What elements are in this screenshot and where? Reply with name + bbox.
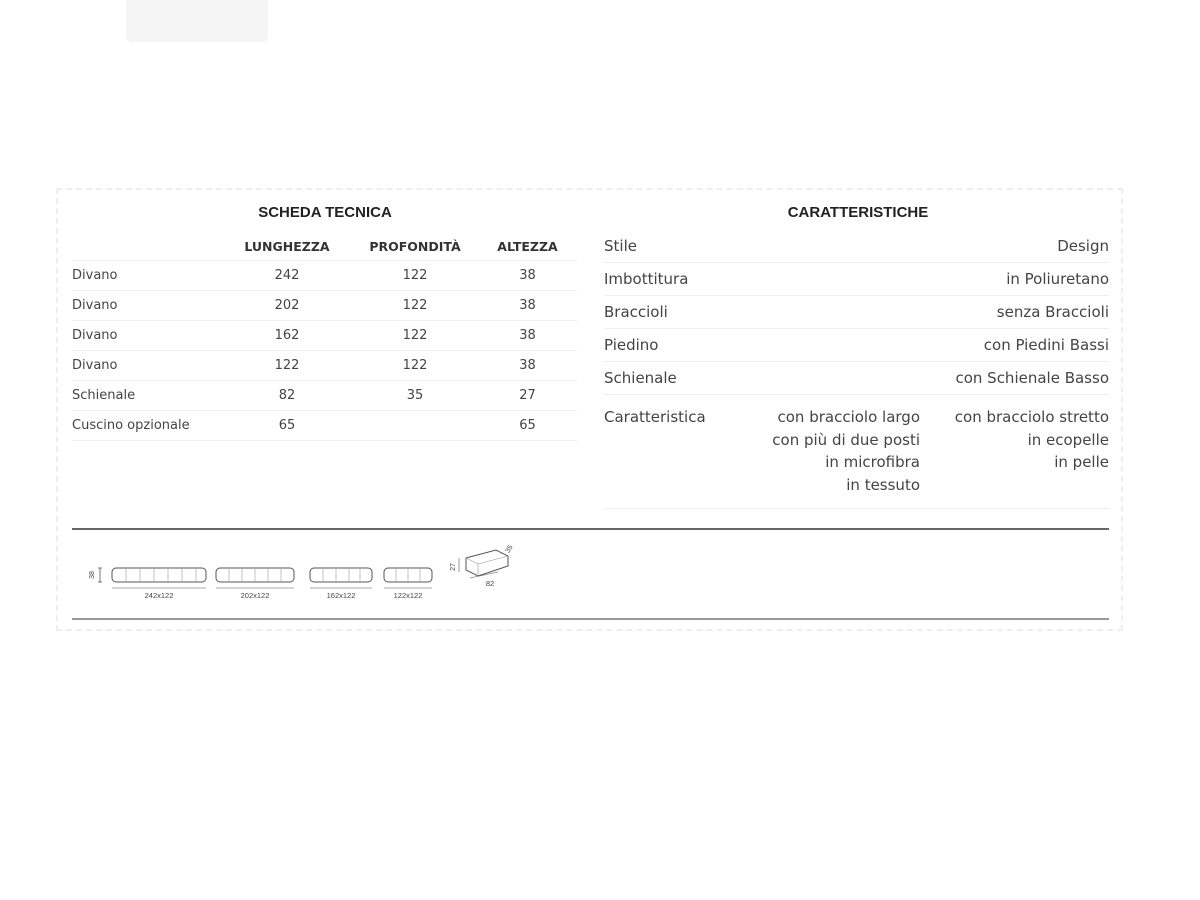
backrest-depth-label: 35 — [504, 544, 515, 555]
char-value: in Poliuretano — [1006, 270, 1109, 288]
header-altezza: ALTEZZA — [478, 232, 577, 261]
row-profondita: 122 — [352, 321, 478, 351]
header-lunghezza: LUNGHEZZA — [222, 232, 352, 261]
backrest-length-label: 82 — [485, 579, 495, 588]
row-lunghezza: 242 — [222, 261, 352, 291]
row-name: Divano — [72, 351, 222, 381]
top-image-fragment — [126, 0, 268, 42]
row-lunghezza: 82 — [222, 381, 352, 411]
row-name: Divano — [72, 291, 222, 321]
caratteristica-item: in microfibra — [825, 453, 920, 471]
row-profondita: 122 — [352, 351, 478, 381]
char-label: Caratteristica — [604, 408, 706, 426]
row-name: Divano — [72, 321, 222, 351]
row-altezza: 65 — [478, 411, 577, 441]
caratteristica-item: con bracciolo stretto — [954, 408, 1109, 426]
row-altezza: 38 — [478, 291, 577, 321]
char-row-stile — [604, 230, 1109, 263]
sofa-label: 202x122 — [240, 591, 270, 600]
dimension-diagram — [86, 542, 556, 612]
char-row-imbottitura — [604, 263, 1109, 296]
sofa-label: 122x122 — [393, 591, 423, 600]
caratteristica-col1 — [720, 406, 920, 508]
caratteristica-item: in pelle — [1054, 453, 1109, 471]
row-name: Cuscino opzionale — [72, 411, 222, 441]
caratteristica-col2 — [920, 406, 1109, 474]
table-header-row — [72, 232, 577, 261]
header-profondita: PROFONDITÀ — [352, 232, 478, 261]
spec-card — [56, 188, 1123, 631]
char-row-piedino — [604, 329, 1109, 362]
char-row-caratteristica — [604, 395, 1109, 509]
table-row — [72, 291, 577, 321]
row-name: Schienale — [72, 381, 222, 411]
char-label: Stile — [604, 237, 637, 255]
sofa-162-icon — [310, 568, 372, 600]
row-altezza: 38 — [478, 321, 577, 351]
caratteristica-item: con bracciolo largo — [777, 408, 920, 426]
backrest-height-label: 27 — [450, 563, 457, 571]
caratteristiche-title: CARATTERISTICHE — [787, 204, 929, 221]
char-label: Piedino — [604, 336, 659, 354]
char-label: Braccioli — [604, 303, 668, 321]
divider-top — [72, 528, 1109, 530]
row-altezza: 38 — [478, 261, 577, 291]
caratteristica-item: in tessuto — [846, 475, 920, 494]
char-value: senza Braccioli — [996, 303, 1109, 321]
backrest-icon — [450, 544, 515, 588]
table-row — [72, 321, 577, 351]
caratteristiche-list — [604, 230, 1109, 509]
caratteristica-item: in ecopelle — [1027, 430, 1109, 449]
sofa-label: 242x122 — [144, 591, 174, 600]
row-altezza: 27 — [478, 381, 577, 411]
row-name: Divano — [72, 261, 222, 291]
scheda-tecnica-title: SCHEDA TECNICA — [258, 204, 392, 221]
row-profondita: 122 — [352, 291, 478, 321]
caratteristica-item: con più di due posti — [772, 430, 920, 449]
table-row — [72, 261, 577, 291]
scheda-tecnica-table — [72, 232, 577, 441]
sofa-122-icon — [384, 568, 432, 600]
height-label: 38 — [89, 571, 96, 579]
sofa-label: 162x122 — [326, 591, 356, 600]
row-altezza: 38 — [478, 351, 577, 381]
sofa-diagram-svg — [86, 542, 556, 612]
char-label: Imbottitura — [604, 270, 689, 288]
table-row — [72, 381, 577, 411]
header-empty — [72, 232, 222, 261]
row-lunghezza: 65 — [222, 411, 352, 441]
row-profondita — [352, 411, 478, 441]
char-label: Schienale — [604, 369, 677, 387]
char-row-schienale — [604, 362, 1109, 395]
row-profondita: 35 — [352, 381, 478, 411]
row-lunghezza: 122 — [222, 351, 352, 381]
char-value: con Schienale Basso — [955, 369, 1109, 387]
divider-bottom — [72, 618, 1109, 620]
row-lunghezza: 162 — [222, 321, 352, 351]
char-row-braccioli — [604, 296, 1109, 329]
table-row — [72, 411, 577, 441]
char-value: con Piedini Bassi — [983, 336, 1109, 354]
row-profondita: 122 — [352, 261, 478, 291]
row-lunghezza: 202 — [222, 291, 352, 321]
table-row — [72, 351, 577, 381]
sofa-242-icon — [112, 568, 206, 600]
sofa-202-icon — [216, 568, 294, 600]
char-value: Design — [1057, 237, 1109, 255]
